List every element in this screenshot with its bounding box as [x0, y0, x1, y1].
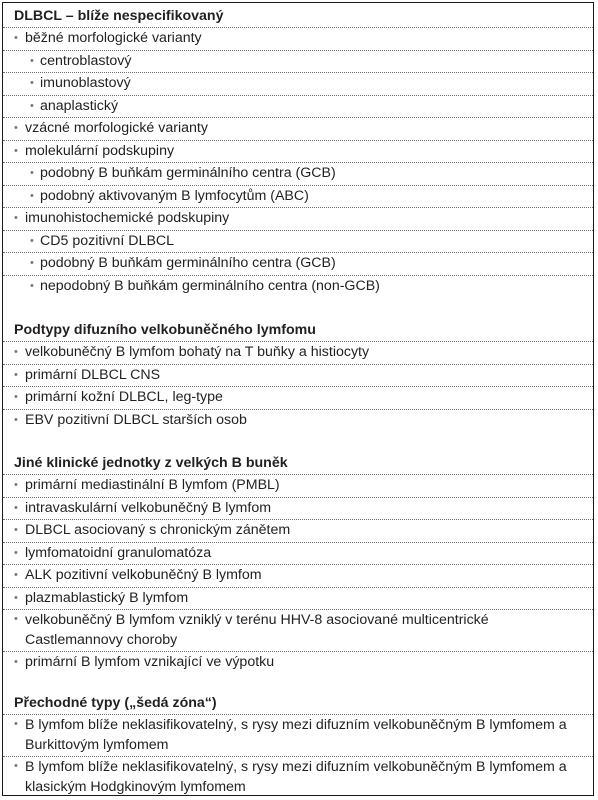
bullet-icon: • — [14, 368, 18, 381]
bullet-icon: • — [14, 569, 18, 581]
list-item: • podobný aktivovaným B lymfocytům (ABC) — [3, 185, 593, 208]
bullet-icon: • — [30, 77, 34, 89]
list-item: • imunoblastový — [3, 72, 593, 95]
bullet-icon: • — [14, 613, 18, 625]
list-item: • molekulární podskupiny — [3, 140, 593, 163]
bullet-icon: • — [14, 524, 18, 536]
bullet-icon: • — [14, 212, 18, 224]
bullet-icon: • — [14, 591, 18, 604]
list-item: • běžné morfologické varianty — [3, 27, 593, 50]
list-item: • intravaskulární velkobuněčný B lymfom — [3, 497, 593, 520]
section-heading: Podtypy difuzního velkobuněčného lymfomu — [14, 322, 316, 338]
bullet-icon: • — [30, 189, 34, 202]
section-dlbcl-subtypes — [3, 319, 593, 431]
bullet-icon: • — [14, 391, 18, 403]
bullet-icon: • — [14, 760, 18, 772]
list-item: • centroblastový — [3, 50, 593, 73]
list-item: • primární B lymfom vznikající ve výpotku — [3, 651, 593, 674]
bullet-icon: • — [14, 32, 18, 44]
list-item: • velkobuněčný B lymfom bohatý na T buňky a histiocyty — [3, 341, 593, 364]
list-item: • DLBCL asociovaný s chronickým zánětem — [3, 519, 593, 542]
bullet-icon: • — [14, 718, 18, 730]
list-item: • primární DLBCL CNS — [3, 364, 593, 387]
bullet-icon: • — [14, 122, 18, 134]
list-item: • anaplastický — [3, 95, 593, 118]
section-other-large-b-cell — [3, 452, 593, 674]
section-dlbcl-nos — [3, 5, 593, 297]
bullet-icon: • — [14, 501, 18, 514]
list-item: • lymfomatoidní granulomatóza — [3, 542, 593, 565]
section-heading: Přechodné typy („šedá zóna“) — [14, 695, 217, 711]
section-heading: DLBCL – blíže nespecifikovaný — [14, 8, 224, 24]
section-heading: Jiné klinické jednotky z velkých B buněk — [14, 455, 288, 471]
list-item: • vzácné morfologické varianty — [3, 117, 593, 140]
bullet-icon: • — [30, 167, 34, 179]
bullet-icon: • — [14, 479, 18, 491]
bullet-icon: • — [14, 546, 18, 559]
list-item: • B lymfom blíže neklasifikovatelný, s rysy mezi difuzním velkobuněčným B lymfomem a klasickým Hodgkinovým lymfomem — [3, 756, 593, 798]
list-item: • plazmablastický B lymfom — [3, 587, 593, 610]
list-item: • CD5 pozitivní DLBCL — [3, 230, 593, 253]
list-item: • velkobuněčný B lymfom vzniklý v terénu HHV-8 asociované multicentrické Castlemannovy choroby — [3, 609, 593, 651]
bullet-icon: • — [14, 144, 18, 157]
list-item: • imunohistochemické podskupiny — [3, 207, 593, 230]
list-item: • ALK pozitivní velkobuněčný B lymfom — [3, 564, 593, 587]
bullet-icon: • — [30, 279, 34, 292]
bullet-icon: • — [30, 54, 34, 67]
list-item: • podobný B buňkám germinálního centra (GCB) — [3, 252, 593, 275]
list-item: • EBV pozitivní DLBCL starších osob — [3, 409, 593, 432]
bullet-icon: • — [30, 234, 34, 247]
list-item: • podobný B buňkám germinálního centra (GCB) — [3, 162, 593, 185]
bullet-icon: • — [30, 257, 34, 269]
list-item: • nepodobný B buňkám germinálního centra (non-GCB) — [3, 275, 593, 298]
list-item: • B lymfom blíže neklasifikovatelný, s rysy mezi difuzním velkobuněčným B lymfomem a Burkittovým lymfomem — [3, 714, 593, 756]
bullet-icon: • — [14, 413, 18, 426]
bullet-icon: • — [14, 656, 18, 668]
classification-table — [2, 2, 594, 796]
section-grey-zone — [3, 692, 593, 798]
bullet-icon: • — [14, 346, 18, 358]
list-item: • primární kožní DLBCL, leg-type — [3, 386, 593, 409]
list-item: • primární mediastinální B lymfom (PMBL) — [3, 474, 593, 497]
bullet-icon: • — [30, 99, 34, 112]
